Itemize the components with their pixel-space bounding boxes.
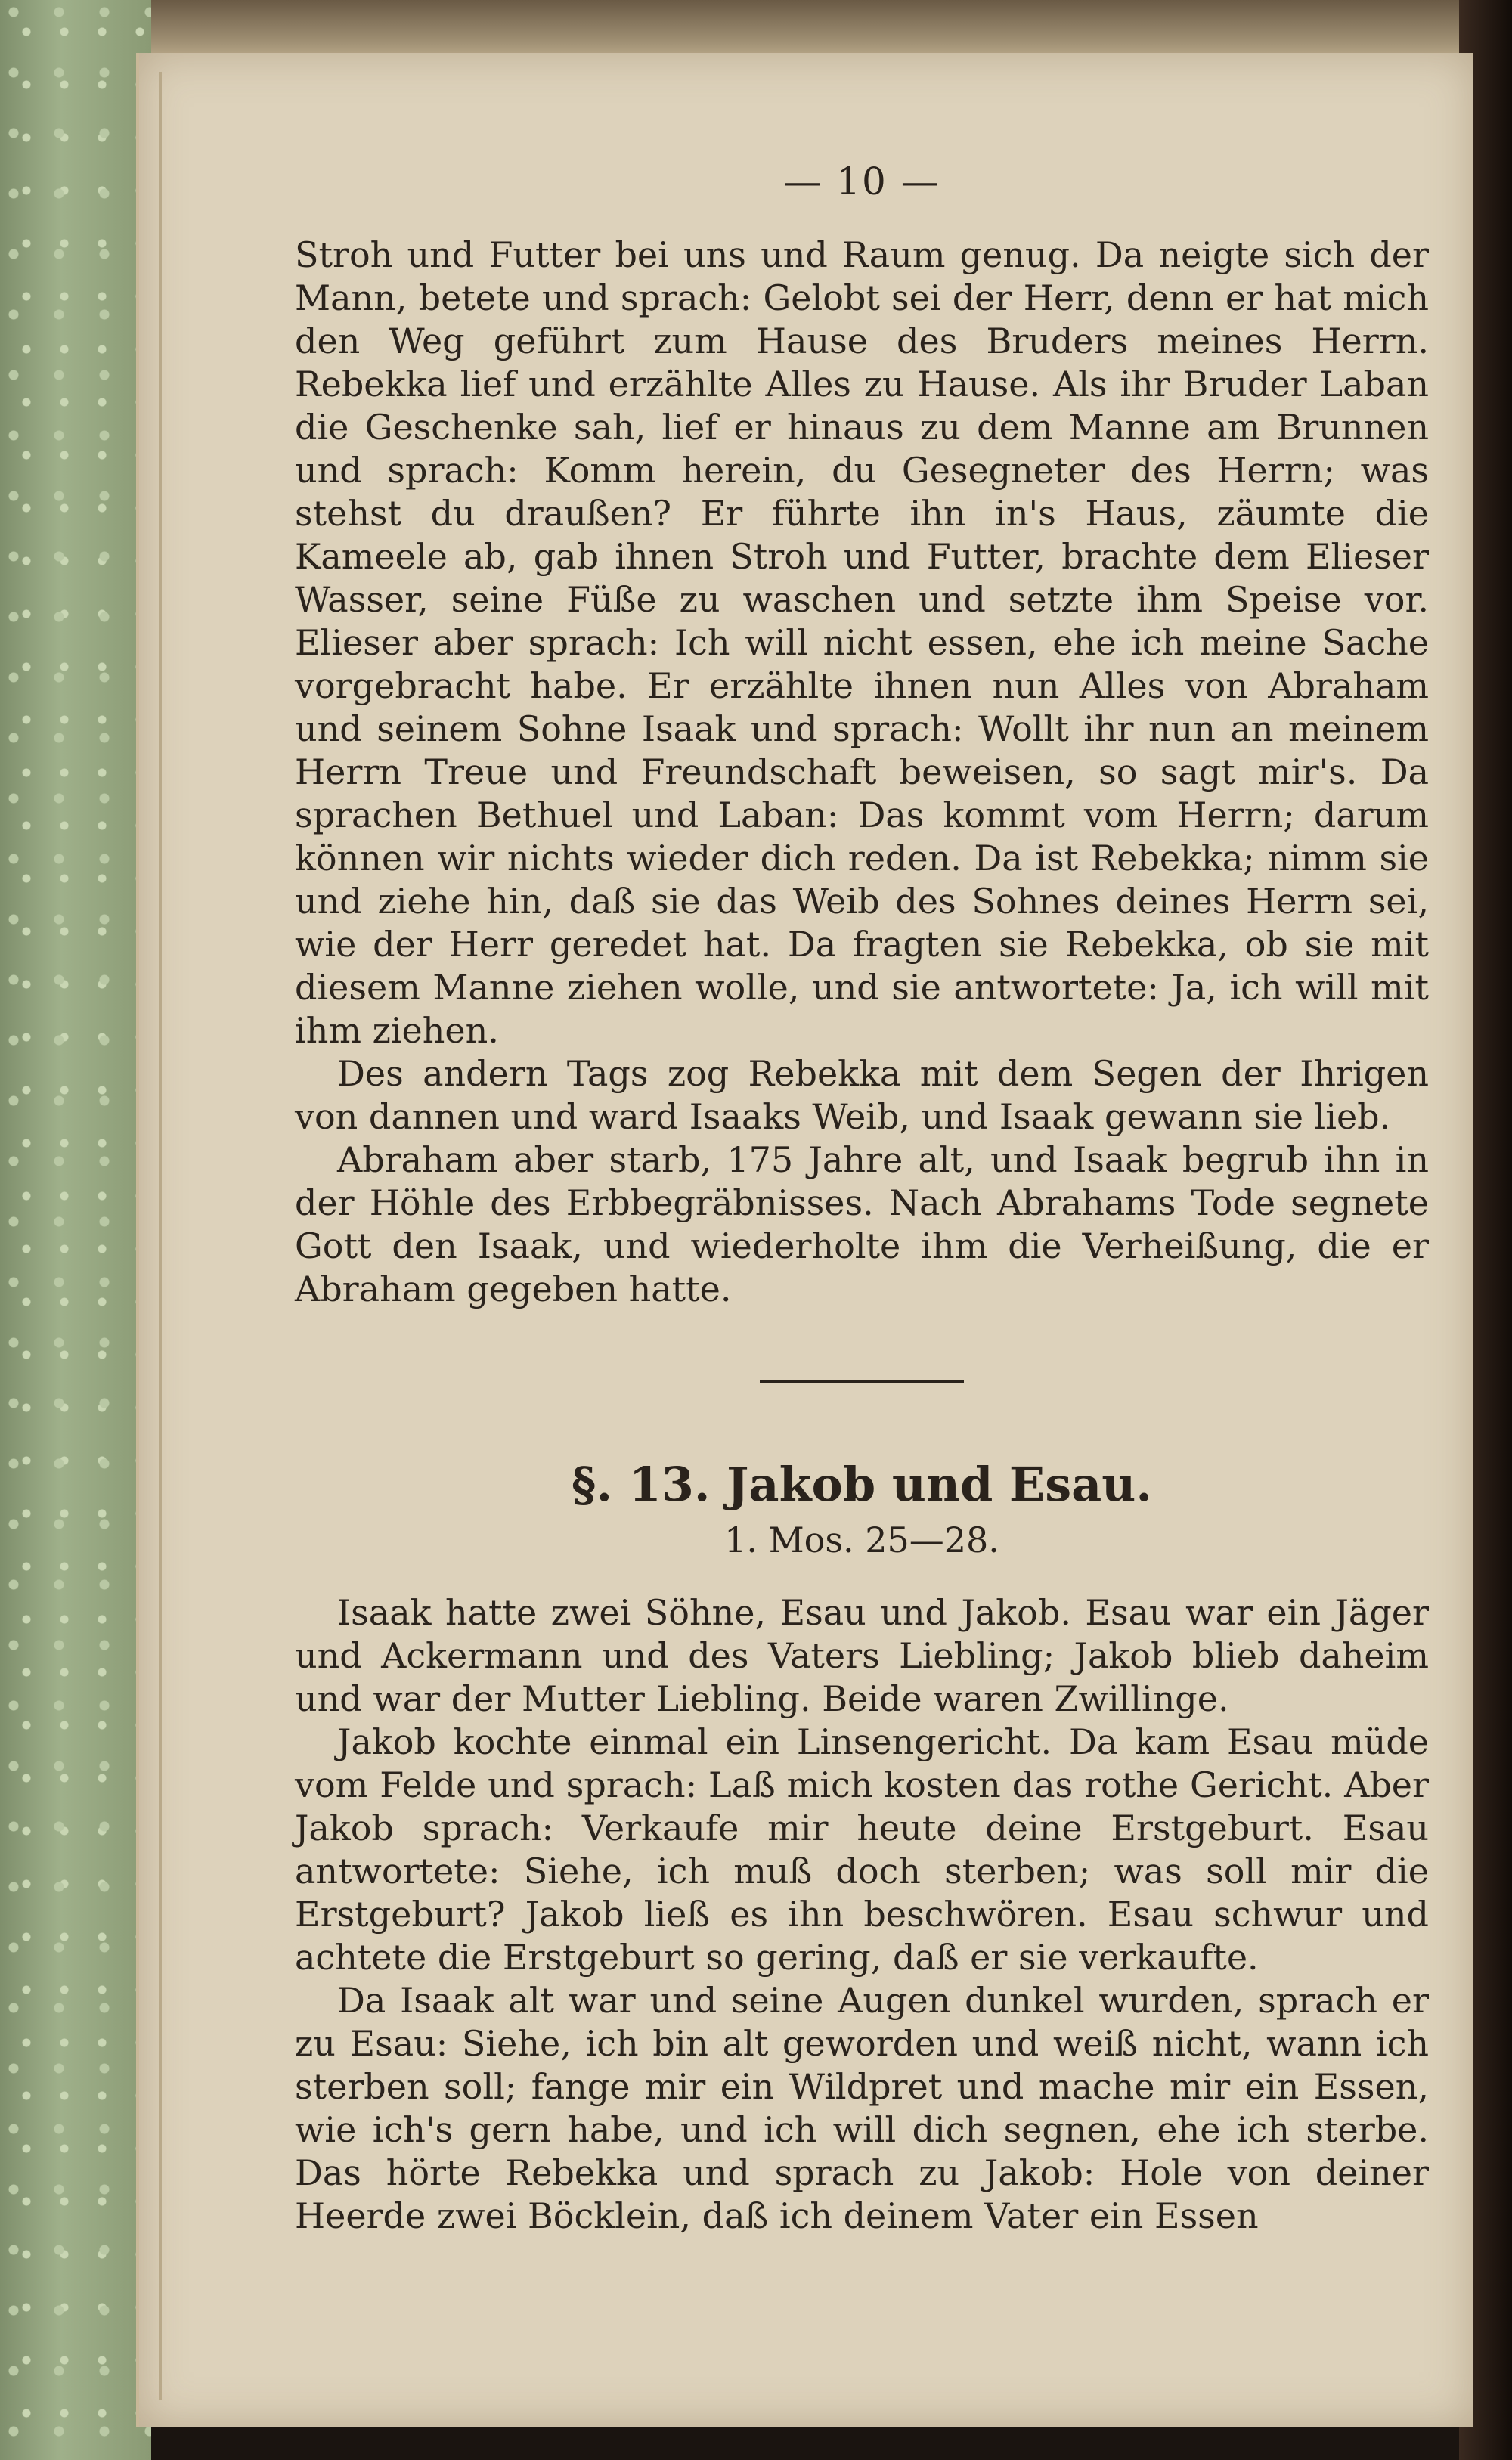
page-content [295, 160, 1429, 2238]
bible-reference: 1. Mos. 25—28. [724, 1520, 999, 1561]
page-number: — 10 — [783, 160, 940, 203]
paragraph: Jakob kochte einmal ein Linsengericht. Da kam Esau müde vom Felde und sprach: Laß mich kosten das rothe Gericht. Aber Jakob sprach: Verkaufe mir heute deine Erstgeburt. Esau antwortete: Siehe, ich muß doch sterben; was soll mir die Erstgeburt? Jakob ließ es ihn beschwören. Esau schwur und achtete die Erstgeburt so gering, daß er sie verkaufte. [295, 1721, 1429, 1978]
paragraph: Des andern Tags zog Rebekka mit dem Segen der Ihrigen von dannen und ward Isaaks Weib, und Isaak gewann sie lieb. [295, 1053, 1429, 1137]
page-stack-edge [159, 72, 162, 2400]
paragraph: Stroh und Futter bei uns und Raum genug. Da neigte sich der Mann, betete und sprach: Gelobt sei der Herr, denn er hat mich den Weg geführt zum Hause des Bruders meines Herrn. Rebekka lief und erzählte Alles zu Hause. Als ihr Bruder Laban die Geschenke sah, lief er hinaus zu dem Manne am Brunnen und sprach: Komm herein, du Gesegneter des Herrn; was stehst du draußen? Er führte ihn in's Haus, zäumte die Kameele ab, gab ihnen Stroh und Futter, brachte dem Elieser Wasser, seine Füße zu waschen und setzte ihm Speise vor. Elieser aber sprach: Ich will nicht essen, ehe ich meine Sache vorgebracht habe. Er erzählte ihnen nun Alles von Abraham und seinem Sohne Isaak und sprach: Wollt ihr nun an meinem Herrn Treue und Freundschaft beweisen, so sagt mir's. Da sprachen Bethuel und Laban: Das kommt vom Herrn; darum können wir nichts wieder dich reden. Da ist Rebekka; nimm sie und ziehe hin, daß sie das Weib des Sohnes deines Herrn sei, wie der Herr geredet hat. Da fragten sie Rebekka, ob sie mit diesem Manne ziehen wolle, und sie antwortete: Ja, ich will mit ihm ziehen. [295, 234, 1429, 1051]
paragraph: Isaak hatte zwei Söhne, Esau und Jakob. Esau war ein Jäger und Ackermann und des Vaters Liebling; Jakob blieb daheim und war der Mutter Liebling. Beide waren Zwillinge. [295, 1592, 1429, 1720]
section-divider [760, 1380, 964, 1383]
section-heading: §. 13. Jakob und Esau. [572, 1457, 1152, 1512]
paragraph: Abraham aber starb, 175 Jahre alt, und Isaak begrub ihn in der Höhle des Erbbegräbnisses. Nach Abrahams Tode segnete Gott den Isaak, und wiederholte ihm die Verheißung, die er Abraham gegeben hatte. [295, 1139, 1429, 1309]
paragraph: Da Isaak alt war und seine Augen dunkel wurden, sprach er zu Esau: Siehe, ich bin alt geworden und weiß nicht, wann ich sterben soll; fange mir ein Wildpret und mache mir ein Essen, wie ich's gern habe, und ich will dich segnen, ehe ich sterbe. Das hörte Rebekka und sprach zu Jakob: Hole von deiner Heerde zwei Böcklein, daß ich deinem Vater ein Essen [295, 1980, 1429, 2237]
book-cover-marbled-edge [0, 0, 151, 2460]
